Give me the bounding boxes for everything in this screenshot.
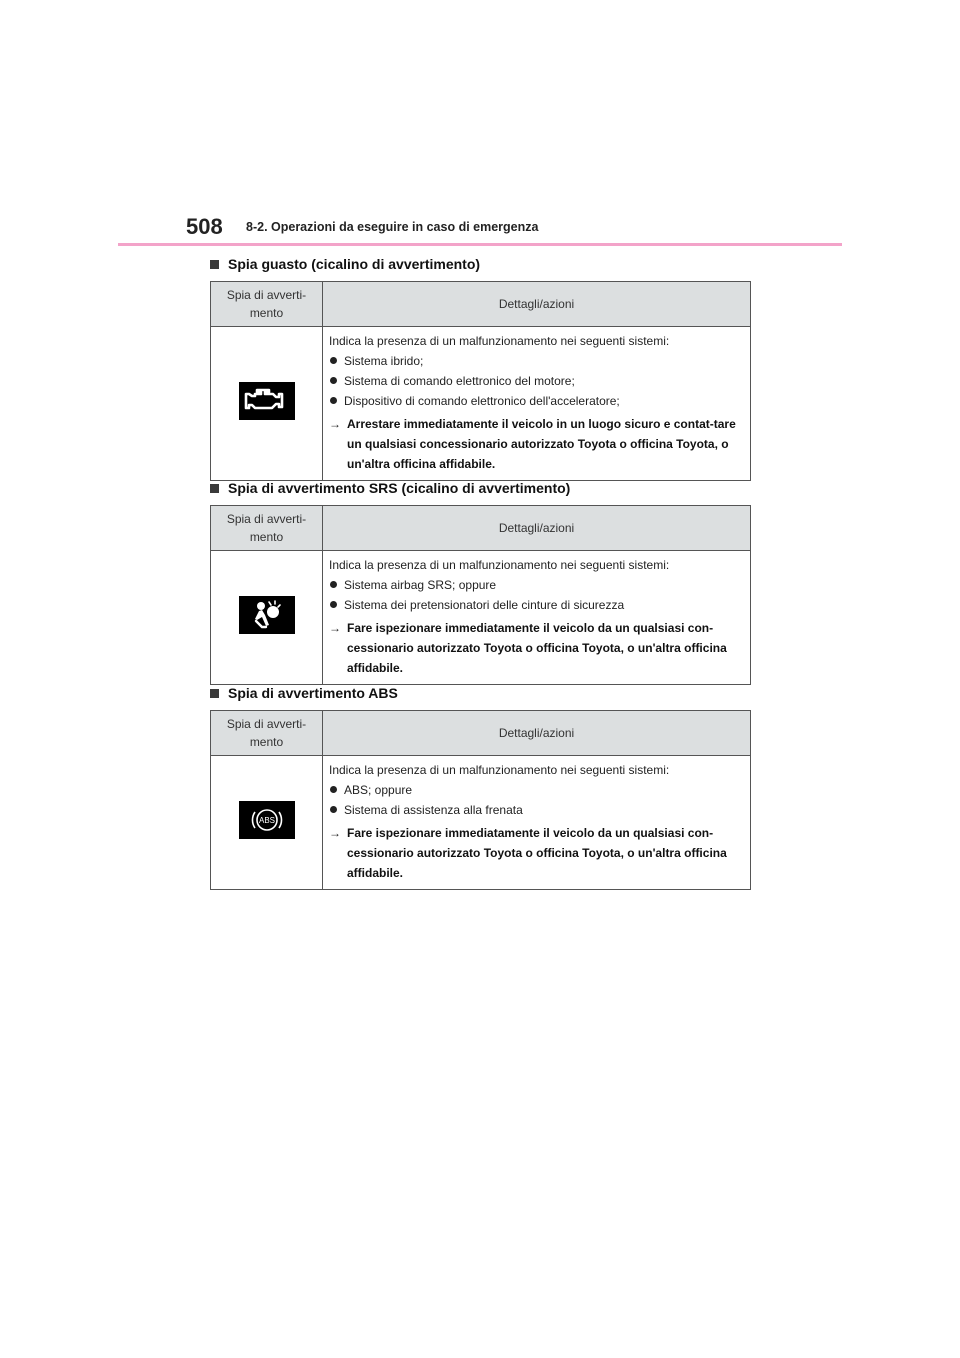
arrow-icon: → bbox=[329, 621, 341, 635]
header-details-column: Dettagli/azioni bbox=[323, 506, 751, 551]
table-row bbox=[211, 327, 751, 481]
list-item: Sistema di comando elettronico del motore; bbox=[329, 371, 744, 391]
table-row bbox=[211, 551, 751, 685]
list-item: ABS; oppure bbox=[329, 780, 744, 800]
action-instruction bbox=[329, 414, 744, 474]
action-instruction bbox=[329, 823, 744, 883]
warning-table bbox=[210, 505, 751, 685]
intro-text: Indica la presenza di un malfunzionamento nei seguenti sistemi: bbox=[329, 558, 670, 572]
arrow-icon: → bbox=[329, 826, 341, 840]
table-header-row bbox=[211, 506, 751, 551]
chapter-title: 8-2. Operazioni da eseguire in caso di emergenza bbox=[246, 220, 539, 234]
section-abs bbox=[210, 684, 751, 890]
table-header-row bbox=[211, 282, 751, 327]
list-item: Sistema ibrido; bbox=[329, 351, 744, 371]
header-icon-column: Spia di avverti- mento bbox=[211, 282, 323, 327]
abs-icon bbox=[239, 801, 295, 839]
section-title: Spia di avvertimento ABS bbox=[228, 685, 398, 701]
section-title: Spia guasto (cicalino di avvertimento) bbox=[228, 256, 481, 272]
intro-text: Indica la presenza di un malfunzionamento nei seguenti sistemi: bbox=[329, 763, 670, 777]
list-item: Sistema di assistenza alla frenata bbox=[329, 800, 744, 820]
page-number: 508 bbox=[186, 214, 223, 239]
list-item: Sistema dei pretensionatori delle cinture di sicurezza bbox=[329, 595, 744, 615]
action-text: Fare ispezionare immediatamente il veicolo da un qualsiasi con-cessionario autorizzato Toyota o officina Toyota, o un'altra officina affidabile. bbox=[347, 621, 727, 675]
arrow-icon: → bbox=[329, 417, 341, 431]
intro-text: Indica la presenza di un malfunzionamento nei seguenti sistemi: bbox=[329, 334, 670, 348]
table-row bbox=[211, 756, 751, 890]
section-srs bbox=[210, 479, 751, 685]
section-square-icon bbox=[210, 260, 219, 269]
check-engine-icon bbox=[239, 382, 295, 420]
section-square-icon bbox=[210, 484, 219, 493]
table-header-row bbox=[211, 711, 751, 756]
section-title: Spia di avvertimento SRS (cicalino di avvertimento) bbox=[228, 480, 571, 496]
warning-table bbox=[210, 281, 751, 481]
airbag-icon bbox=[239, 596, 295, 634]
action-text: Arrestare immediatamente il veicolo in un luogo sicuro e contat-tare un qualsiasi concessionario autorizzato Toyota o officina Toyota, o un'altra officina affidabile. bbox=[347, 417, 736, 471]
header-icon-column: Spia di avverti- mento bbox=[211, 711, 323, 756]
header-icon-column: Spia di avverti- mento bbox=[211, 506, 323, 551]
list-item: Dispositivo di comando elettronico dell'acceleratore; bbox=[329, 391, 744, 411]
action-instruction bbox=[329, 618, 744, 678]
header-details-column: Dettagli/azioni bbox=[323, 711, 751, 756]
section-check-engine bbox=[210, 255, 751, 481]
abs-icon-label: ABS bbox=[258, 816, 275, 825]
header-details-column: Dettagli/azioni bbox=[323, 282, 751, 327]
action-text: Fare ispezionare immediatamente il veicolo da un qualsiasi con-cessionario autorizzato Toyota o officina Toyota, o un'altra officina affidabile. bbox=[347, 826, 727, 880]
warning-table bbox=[210, 710, 751, 890]
section-square-icon bbox=[210, 689, 219, 698]
header-divider bbox=[118, 243, 842, 246]
list-item: Sistema airbag SRS; oppure bbox=[329, 575, 744, 595]
